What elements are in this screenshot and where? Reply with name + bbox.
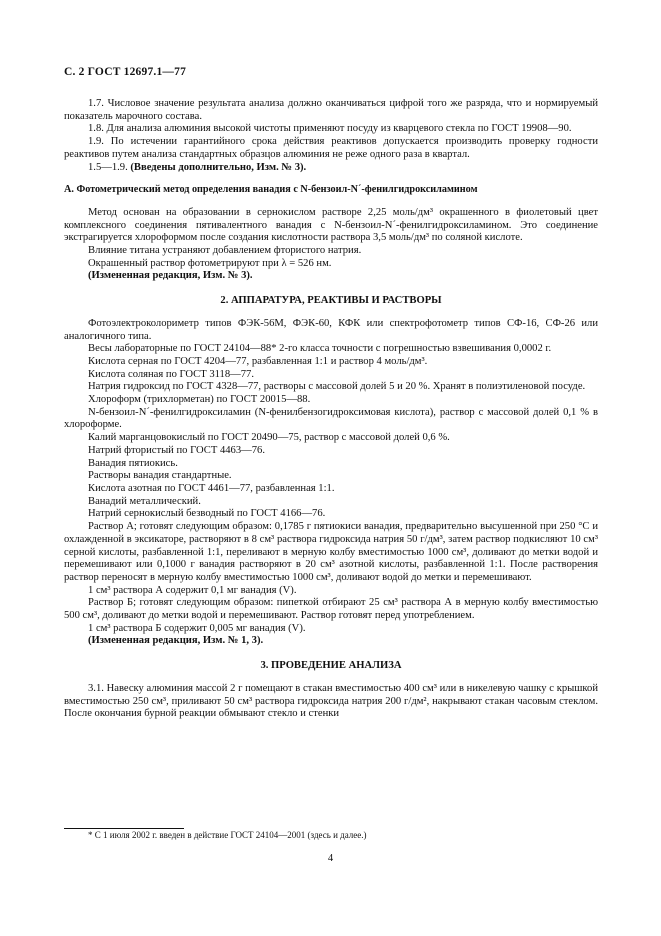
paragraph: Кислота серная по ГОСТ 4204—77, разбавленная 1:1 и раствор 4 моль/дм³. [88,355,428,367]
page-header: С. 2 ГОСТ 12697.1—77 [64,66,187,78]
paragraph: 1.8. Для анализа алюминия высокой чистоты применяют посуду из кварцевого стекла по ГОСТ 19908—90. [88,123,572,135]
paragraph: Влияние титана устраняют добавлением фтористого натрия. [88,245,362,257]
paragraph: Натрия гидроксид по ГОСТ 4328—77, растворы с массовой долей 5 и 20 %. Хранят в полиэтиленовой посуде. [88,381,586,393]
footnote-rule [64,828,184,829]
paragraph: Ванадия пятиокись. [88,457,178,469]
paragraph: 3.1. Навеску алюминия массой 2 г помещают в стакан вместимостью 400 см³ или в никелевую чашку с крышкой вместимостью 250 см³, приливают 50 см³ раствора гидроксида натрия 200 г/дм², накрывают стакан часовым стеклом. После окончания бурной реакции обмывают стекло и стенки [64,682,598,720]
footnote: * С 1 июля 2002 г. введен в действие ГОСТ 24104—2001 (здесь и далее.) [88,830,367,840]
paragraph: Кислота азотная по ГОСТ 4461—77, разбавленная 1:1. [88,482,335,494]
paragraph: Раствор А; готовят следующим образом: 0,1785 г пятиокиси ванадия, предварительно высушенной при 250 °С и охлажденной в эксикаторе, растворяют в 8 см³ раствора гидроксида натрия 50 г/дм³, затем раствор подкисляют 10 см³ серной кислоты, разбавленной 1:1, переливают в мерную колбу вместимостью 1000 см³, доливают до метки водой и перемешивают или 0,1000 г ванадия растворяют в 20 см³ азотной кислоты, разбавленной 1:1. После растворения раствор переносят в мерную колбу вместимостью 1000 см³, доливают водой до метки и перемешивают. [64,521,598,583]
page-number: 4 [327,853,334,864]
paragraph: Ванадий металлический. [88,495,201,507]
amendment-text: (Введены дополнительно, Изм. № 3). [130,161,307,173]
paragraph: Кислота соляная по ГОСТ 3118—77. [88,368,254,380]
paragraph: Растворы ванадия стандартные. [88,470,232,482]
paragraph: 1.7. Числовое значение результата анализа должно оканчиваться цифрой того же разряда, что и нормируемый показатель марочного состава. [64,98,598,122]
paragraph: Метод основан на образовании в сернокислом растворе 2,25 моль/дм³ окрашенного в фиолетовый цвет комплексного соединения пятивалентного ванадия с N-бензоил-N´-фенилгидроксиламином. Это соединение экстрагируется хлороформом после создания кислотности раствора 3,5 моль/дм³ по соляной кислоте. [64,206,598,244]
paragraph: 1.9. По истечении гарантийного срока действия реактивов допускается производить проверку годности реактивов путем анализа стандартных образцов алюминия не реже одного раза в квартал. [64,136,598,160]
paragraph: Окрашенный раствор фотометрируют при λ = 526 нм. [88,257,332,269]
method-heading: А. Фотометрический метод определения ванадия с N-бензоил-N´-фенилгидроксиламином [64,184,478,196]
section-heading: 3. ПРОВЕДЕНИЕ АНАЛИЗА [260,660,402,672]
paragraph: Раствор Б; готовят следующим образом: пипеткой отбирают 25 см³ раствора А в мерную колбу вместимостью 500 см³, доливают до метки водой и перемешивают. Раствор готовят перед употреблением. [64,597,598,622]
paragraph: Натрий сернокислый безводный по ГОСТ 4166—76. [88,508,326,520]
amendment-note: (Измененная редакция, Изм. № 3). [88,270,253,282]
section-heading: 2. АППАРАТУРА, РЕАКТИВЫ И РАСТВОРЫ [220,295,442,307]
paragraph: Фотоэлектроколориметр типов ФЭК-56М, ФЭК-60, КФК или спектрофотометр типов СФ-16, СФ-26 или аналогичного типа. [64,317,598,342]
paragraph: Хлороформ (трихлорметан) по ГОСТ 20015—88. [88,394,311,406]
paragraph: 1 см³ раствора А содержит 0,1 мг ванадия (V). [88,584,297,596]
paragraph: Натрий фтористый по ГОСТ 4463—76. [88,444,265,456]
paragraph: Калий марганцовокислый по ГОСТ 20490—75, раствор с массовой долей 0,6 %. [88,432,450,444]
amendment-note [64,162,598,175]
amendment-range: 1.5—1.9. [88,161,131,173]
document-body [64,98,598,721]
paragraph: 1 см³ раствора Б содержит 0,005 мг ванадия (V). [88,622,306,634]
paragraph: N-бензоил-N´-фенилгидроксиламин (N-фенилбензогидроксимовая кислота), раствор с массовой долей 0,1 % в хлороформе. [64,406,598,431]
amendment-note: (Измененная редакция, Изм. № 1, 3). [88,635,264,647]
paragraph: Весы лабораторные по ГОСТ 24104—88* 2-го класса точности с погрешностью взвешивания 0,0002 г. [88,343,552,355]
